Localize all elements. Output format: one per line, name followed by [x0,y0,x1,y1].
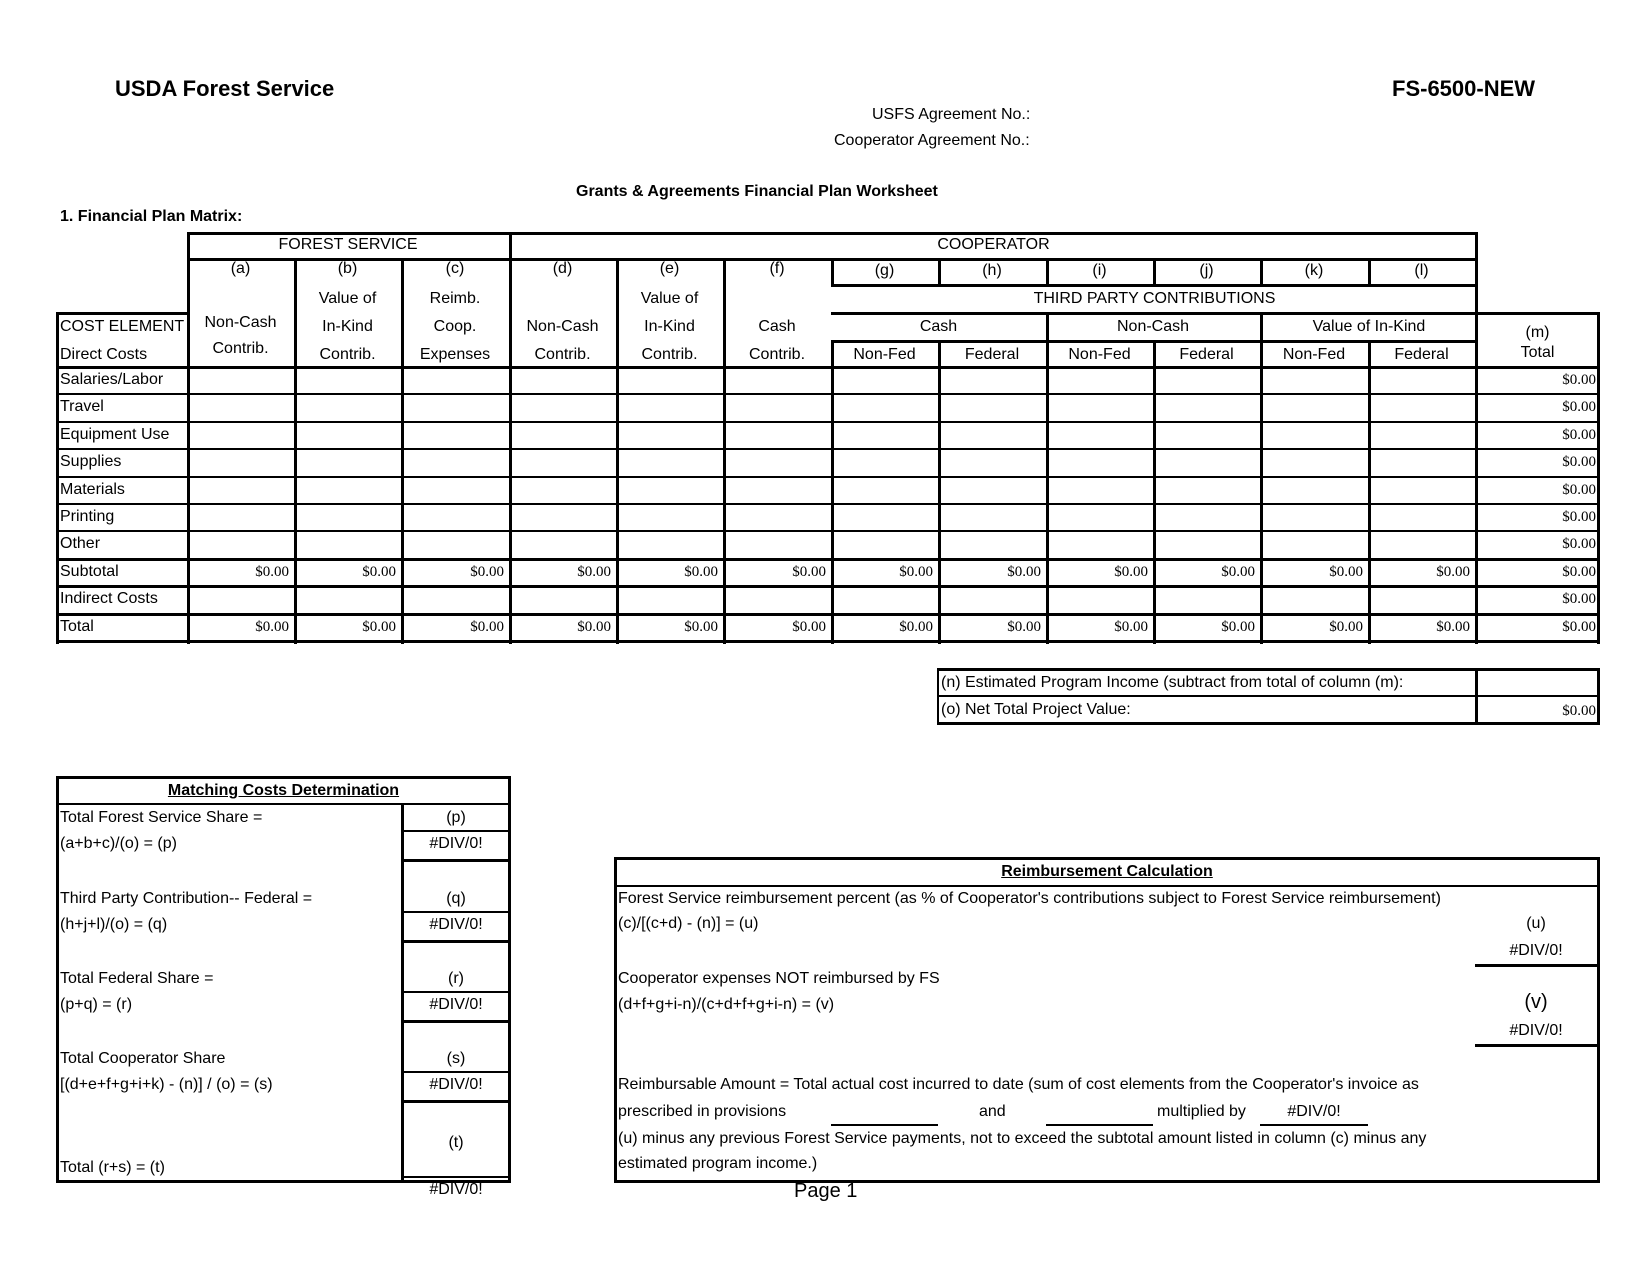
rule [56,366,1600,368]
matrix-cell[interactable]: $0.00 [362,619,396,635]
rule [56,558,1600,561]
row-total: $0.00 [1562,564,1596,580]
rule [614,1180,1600,1183]
matrix-cell[interactable]: $0.00 [255,564,289,580]
rule [401,991,511,993]
rule [1260,1124,1368,1126]
third-party-noncash: Non-Cash [1116,318,1190,335]
v-letter: (v) [1524,991,1548,1013]
matrix-cell[interactable]: $0.00 [1114,619,1148,635]
column-subheader: Federal [1394,346,1449,363]
matrix-cell[interactable]: $0.00 [1329,564,1363,580]
column-header-line1: Value of [318,290,377,307]
column-header-line1: Reimb. [429,290,481,307]
rule [401,830,511,832]
amount-prescribed: prescribed in provisions [618,1103,787,1120]
row-label: Supplies [60,453,122,470]
matrix-cell[interactable]: $0.00 [362,564,396,580]
matching-letter: (p) [446,809,466,826]
matrix-cell[interactable]: $0.00 [1329,619,1363,635]
net-total-project-value-label: (o) Net Total Project Value: [941,701,1131,718]
column-header-line2: Cash [758,318,796,335]
section-title: 1. Financial Plan Matrix: [60,208,243,225]
matrix-cell[interactable]: $0.00 [577,564,611,580]
rule [1260,366,1263,644]
matrix-cell[interactable]: $0.00 [792,619,826,635]
rule [401,940,511,943]
matching-formula: (p+q) = (r) [60,996,133,1013]
usfs-agreement-label: USFS Agreement No.: [872,106,1031,123]
page-number: Page 1 [794,1180,858,1202]
column-header-line3: Expenses [419,346,491,363]
matching-letter: (q) [446,890,466,907]
row-label: Equipment Use [60,426,170,443]
v-description: Cooperator expenses NOT reimbursed by FS [618,970,940,987]
rule [56,393,1600,395]
column-header-line2: Non-Cash [204,314,277,331]
rule [831,312,1478,315]
matching-formula: (h+j+l)/(o) = (q) [60,916,168,933]
matching-letter: (s) [446,1050,466,1067]
column-letter: (k) [1304,262,1324,279]
form-number: FS-6500-NEW [1392,76,1536,101]
matching-letter: (t) [448,1134,464,1151]
matrix-cell[interactable]: $0.00 [684,619,718,635]
column-header-line1: Value of [640,290,699,307]
org-title: USDA Forest Service [115,76,335,101]
net-total-project-value: $0.00 [1562,703,1596,719]
rule [1597,857,1600,1183]
column-letter: (l) [1414,262,1429,279]
matrix-cell[interactable]: $0.00 [255,619,289,635]
column-header-line3: Contrib. [641,346,698,363]
row-total: $0.00 [1562,509,1596,525]
rule [1475,1044,1600,1047]
matrix-cell[interactable]: $0.00 [899,619,933,635]
rule [1475,964,1600,967]
row-label: Printing [60,508,115,525]
rule [1153,366,1156,644]
rule [831,366,834,644]
rule [1597,668,1600,725]
group-forest-service: FOREST SERVICE [278,236,418,253]
matching-formula: [(d+e+f+g+i+k) - (n)] / (o) = (s) [60,1076,273,1093]
rule [401,1071,511,1073]
third-party-inkind: Value of In-Kind [1312,318,1426,335]
rule [56,613,1600,616]
matrix-cell[interactable]: $0.00 [470,619,504,635]
row-total: $0.00 [1562,454,1596,470]
row-total: $0.00 [1562,591,1596,607]
rule [401,859,511,862]
rule [937,695,1600,697]
rule [508,776,511,1183]
row-total: $0.00 [1562,482,1596,498]
matching-value: #DIV/0! [429,835,483,852]
rule [831,284,1478,287]
cost-element-header: COST ELEMENT [60,318,185,335]
row-total: $0.00 [1562,536,1596,552]
rule [401,1100,511,1103]
row-label: Travel [60,398,104,415]
column-letter: (c) [445,260,465,277]
matrix-cell[interactable]: $0.00 [684,564,718,580]
rule [56,476,1600,478]
direct-costs-header: Direct Costs [60,346,148,363]
matching-value: #DIV/0! [429,1181,483,1198]
row-label: Total [60,618,94,635]
matching-formula: (a+b+c)/(o) = (p) [60,835,177,852]
rule [56,503,1600,505]
third-party-cash: Cash [919,318,958,335]
matrix-cell[interactable]: $0.00 [470,564,504,580]
column-subheader: Federal [1179,346,1234,363]
column-subheader: Non-Fed [1282,346,1346,363]
amount-line1: Reimbursable Amount = Total actual cost incurred to date (sum of cost elements from the Cooperator's invoice as [618,1076,1419,1093]
cooperator-agreement-label: Cooperator Agreement No.: [834,132,1030,149]
u-letter: (u) [1526,915,1546,932]
row-total: $0.00 [1562,399,1596,415]
column-header-line3: Contrib. [534,346,591,363]
matching-formula: Total (r+s) = (t) [60,1159,165,1176]
rule [1046,1124,1153,1126]
row-label: Subtotal [60,563,119,580]
total-col-label: Total [1520,344,1555,361]
reimbursement-title: Reimbursement Calculation [1001,863,1213,880]
column-letter: (g) [874,262,895,279]
column-subheader: Non-Fed [1068,346,1131,363]
column-letter: (a) [230,260,251,277]
rule [56,803,511,805]
rule [56,776,511,779]
row-total: $0.00 [1562,619,1596,635]
matching-label: Total Federal Share = [60,970,214,987]
amount-and: and [979,1103,1006,1120]
matrix-cell[interactable]: $0.00 [1007,564,1041,580]
column-letter: (i) [1092,262,1107,279]
matrix-cell[interactable]: $0.00 [899,564,933,580]
column-letter: (e) [659,260,680,277]
rule [937,722,1600,725]
column-subheader: Non-Fed [853,346,916,363]
u-value: #DIV/0! [1509,942,1563,959]
column-header-line2: Non-Cash [526,318,599,335]
matrix-cell[interactable]: $0.00 [1221,564,1255,580]
rule [56,312,187,315]
matrix-cell[interactable]: $0.00 [1007,619,1041,635]
rule [1475,312,1600,315]
matrix-cell[interactable]: $0.00 [577,619,611,635]
matching-label: Total Cooperator Share [60,1050,226,1067]
rule [614,885,1600,887]
column-header-line3: Contrib. [212,340,269,357]
row-label: Indirect Costs [60,590,158,607]
matrix-cell[interactable]: $0.00 [1436,564,1470,580]
row-label: Materials [60,481,125,498]
matching-value: #DIV/0! [429,996,483,1013]
rule [1046,366,1049,644]
u-formula: (c)/[(c+d) - (n)] = (u) [618,915,759,932]
column-letter: (h) [982,262,1002,279]
matching-value: #DIV/0! [429,1076,483,1093]
rule [937,668,939,725]
worksheet-title: Grants & Agreements Financial Plan Worksheet [576,183,938,200]
v-formula: (d+f+g+i-n)/(c+d+f+g+i-n) = (v) [618,996,835,1013]
rule [1475,258,1478,284]
column-header-line3: Contrib. [748,346,806,363]
rule [831,1124,938,1126]
amount-value: #DIV/0! [1287,1103,1341,1120]
rule [1597,312,1600,644]
column-header-line2: In-Kind [322,318,373,335]
group-cooperator: COOPERATOR [937,236,1050,253]
amount-multiplied: multiplied by [1157,1103,1246,1120]
estimated-program-income-label: (n) Estimated Program Income (subtract from total of column (m): [941,674,1404,691]
rule [614,857,1600,860]
column-header-line2: In-Kind [644,318,695,335]
u-description: Forest Service reimbursement percent (as % of Cooperator's contributions subject to Forest Service reimbursement) [618,890,1441,907]
column-letter: (f) [769,260,785,277]
matrix-cell[interactable]: $0.00 [792,564,826,580]
column-letter: (j) [1199,262,1214,279]
rule [614,857,617,1183]
rule [56,312,59,644]
matching-label: Third Party Contribution-- Federal = [60,890,313,907]
third-party-header: THIRD PARTY CONTRIBUTIONS [1033,290,1276,307]
rule [938,366,941,644]
rule [509,232,512,644]
rule [56,530,1600,532]
rule [1368,366,1371,644]
matrix-cell[interactable]: $0.00 [1114,564,1148,580]
rule [56,421,1600,423]
row-label: Other [60,535,101,552]
rule [937,668,1600,671]
column-letter: (d) [552,260,573,277]
amount-line4: estimated program income.) [618,1155,818,1172]
row-label: Salaries/Labor [60,371,164,388]
row-total: $0.00 [1562,372,1596,388]
matching-value: #DIV/0! [429,916,483,933]
rule [401,911,511,913]
column-letter: (b) [337,260,358,277]
rule [56,448,1600,450]
matrix-cell[interactable]: $0.00 [1221,619,1255,635]
matching-letter: (r) [448,970,464,987]
rule [401,1176,511,1178]
rule [56,640,1600,643]
rule [56,776,59,1183]
rule [401,1020,511,1023]
v-value: #DIV/0! [1509,1022,1563,1039]
matching-costs-title: Matching Costs Determination [167,782,400,799]
total-col-letter: (m) [1525,324,1550,341]
rule [187,232,190,644]
matrix-cell[interactable]: $0.00 [1436,619,1470,635]
matching-label: Total Forest Service Share = [60,809,263,826]
rule [187,232,1478,235]
column-header-line2: Coop. [433,318,477,335]
rule [56,585,1600,588]
amount-line3: (u) minus any previous Forest Service payments, not to exceed the subtotal amount listed in column (c) minus any [618,1130,1427,1147]
row-total: $0.00 [1562,427,1596,443]
column-header-line3: Contrib. [319,346,376,363]
column-subheader: Federal [964,346,1020,363]
